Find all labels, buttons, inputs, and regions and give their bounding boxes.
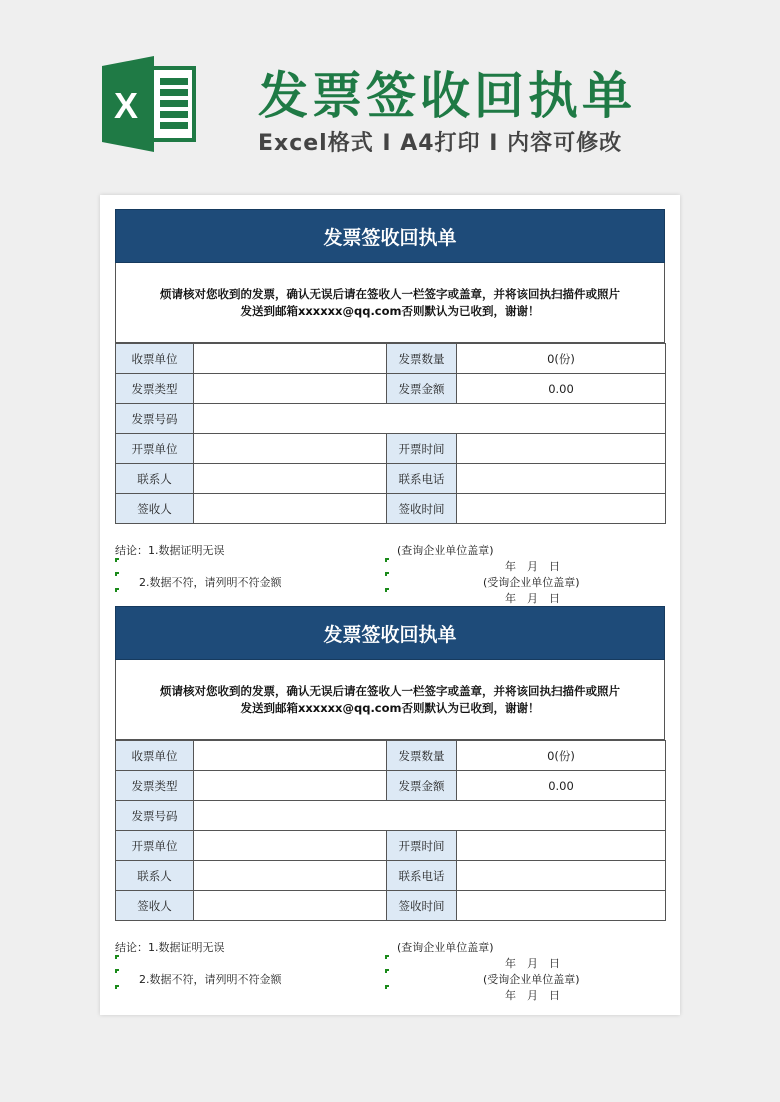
svg-text:X: X: [113, 85, 139, 126]
stamp-label-2: (受询企业单位盖章): [483, 973, 580, 986]
field-label: 发票类型: [116, 374, 194, 404]
receipt-form: [115, 606, 665, 1005]
field-label: 签收人: [116, 494, 194, 524]
cell-comment-marker-icon: [385, 969, 389, 973]
field-value[interactable]: [194, 404, 666, 434]
field-label: 联系人: [116, 861, 194, 891]
field-label: 发票类型: [116, 771, 194, 801]
field-label: 签收人: [116, 891, 194, 921]
field-value[interactable]: [194, 344, 387, 374]
field-value[interactable]: [194, 831, 387, 861]
field-value[interactable]: [457, 831, 666, 861]
field-value[interactable]: [194, 434, 387, 464]
field-label: 签收时间: [387, 891, 457, 921]
table-row: [116, 404, 666, 434]
field-value[interactable]: [457, 891, 666, 921]
field-label: 联系电话: [387, 464, 457, 494]
field-value[interactable]: 0(份): [457, 741, 666, 771]
field-value[interactable]: [457, 861, 666, 891]
field-label: 签收时间: [387, 494, 457, 524]
date-label-1: 年 月 日: [505, 957, 560, 970]
table-row: [116, 831, 666, 861]
form-footer: [115, 542, 665, 608]
stamp-label-1: (查询企业单位盖章): [397, 544, 494, 557]
conclusion-1: 结论：1.数据证明无误: [115, 544, 225, 557]
instruction-line: 发送到邮箱xxxxxx@qq.com否则默认为已收到，谢谢！: [240, 303, 540, 318]
table-row: [116, 464, 666, 494]
field-label: 发票号码: [116, 404, 194, 434]
table-row: [116, 771, 666, 801]
field-label: 发票数量: [387, 344, 457, 374]
table-row: [116, 434, 666, 464]
field-value[interactable]: [457, 494, 666, 524]
table-row: [116, 344, 666, 374]
cell-comment-marker-icon: [385, 985, 389, 989]
field-value[interactable]: 0.00: [457, 374, 666, 404]
form-footer: [115, 939, 665, 1005]
conclusion-2: 2.数据不符，请列明不符金额: [139, 973, 282, 986]
stamp-label-2: (受询企业单位盖章): [483, 576, 580, 589]
cell-comment-marker-icon: [385, 588, 389, 592]
excel-logo-icon: [102, 56, 198, 152]
form-title: 发票签收回执单: [115, 606, 665, 660]
table-row: [116, 861, 666, 891]
field-value[interactable]: 0.00: [457, 771, 666, 801]
cell-comment-marker-icon: [115, 558, 119, 562]
field-value[interactable]: [194, 891, 387, 921]
conclusion-1: 结论：1.数据证明无误: [115, 941, 225, 954]
page-subtitle: Excel格式 I A4打印 I 内容可修改: [258, 131, 623, 156]
field-label: 开票单位: [116, 434, 194, 464]
field-value[interactable]: 0(份): [457, 344, 666, 374]
field-label: 开票单位: [116, 831, 194, 861]
field-value[interactable]: [194, 801, 666, 831]
conclusion-2: 2.数据不符，请列明不符金额: [139, 576, 282, 589]
cell-comment-marker-icon: [115, 572, 119, 576]
field-value[interactable]: [194, 771, 387, 801]
form-table: [115, 343, 666, 524]
field-value[interactable]: [194, 374, 387, 404]
date-label-1: 年 月 日: [505, 560, 560, 573]
form-table: [115, 740, 666, 921]
field-label: 开票时间: [387, 434, 457, 464]
field-label: 发票金额: [387, 374, 457, 404]
field-label: 联系电话: [387, 861, 457, 891]
date-label-2: 年 月 日: [505, 989, 560, 1002]
field-label: 收票单位: [116, 741, 194, 771]
field-label: 发票号码: [116, 801, 194, 831]
table-row: [116, 494, 666, 524]
table-row: [116, 891, 666, 921]
field-value[interactable]: [194, 741, 387, 771]
form-instructions: [115, 263, 665, 343]
stamp-label-1: (查询企业单位盖章): [397, 941, 494, 954]
cell-comment-marker-icon: [385, 558, 389, 562]
instruction-line: 烦请核对您收到的发票，确认无误后请在签收人一栏签字或盖章，并将该回执扫描件或照片: [160, 286, 620, 301]
field-label: 收票单位: [116, 344, 194, 374]
date-label-2: 年 月 日: [505, 592, 560, 605]
cell-comment-marker-icon: [115, 969, 119, 973]
instruction-line: 发送到邮箱xxxxxx@qq.com否则默认为已收到，谢谢！: [240, 700, 540, 715]
field-value[interactable]: [194, 861, 387, 891]
field-value[interactable]: [194, 494, 387, 524]
field-value[interactable]: [194, 464, 387, 494]
field-label: 联系人: [116, 464, 194, 494]
cell-comment-marker-icon: [115, 985, 119, 989]
field-label: 发票数量: [387, 741, 457, 771]
cell-comment-marker-icon: [115, 955, 119, 959]
page-title: 发票签收回执单: [258, 67, 636, 125]
cell-comment-marker-icon: [385, 955, 389, 959]
cell-comment-marker-icon: [385, 572, 389, 576]
instruction-line: 烦请核对您收到的发票，确认无误后请在签收人一栏签字或盖章，并将该回执扫描件或照片: [160, 683, 620, 698]
table-row: [116, 741, 666, 771]
form-title: 发票签收回执单: [115, 209, 665, 263]
cell-comment-marker-icon: [115, 588, 119, 592]
field-value[interactable]: [457, 434, 666, 464]
table-row: [116, 801, 666, 831]
table-row: [116, 374, 666, 404]
field-value[interactable]: [457, 464, 666, 494]
receipt-form: [115, 209, 665, 608]
field-label: 发票金额: [387, 771, 457, 801]
field-label: 开票时间: [387, 831, 457, 861]
form-instructions: [115, 660, 665, 740]
